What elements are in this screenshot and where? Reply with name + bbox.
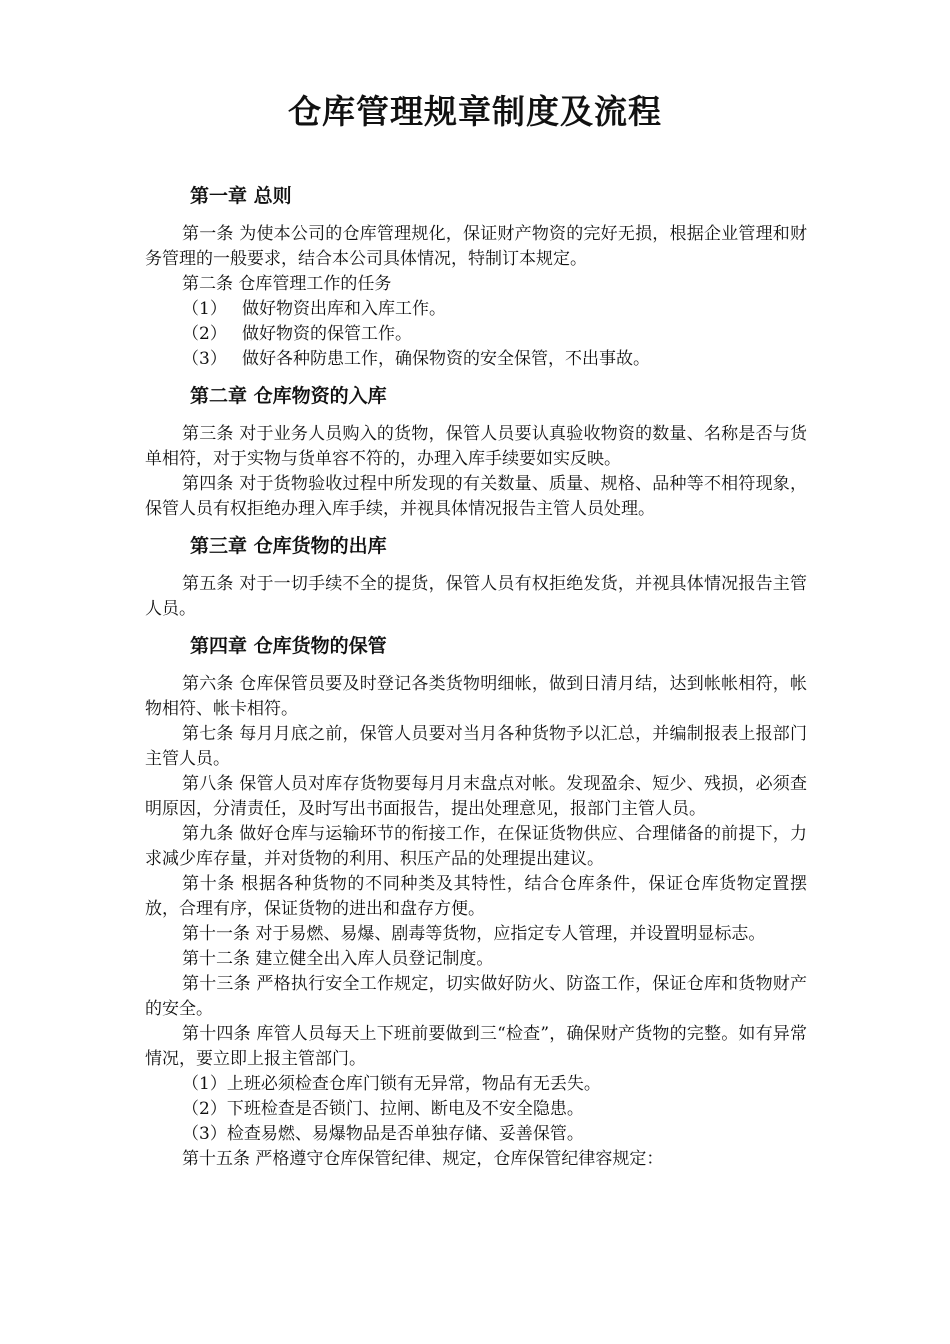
chapter-heading: 第一章 总则 <box>190 185 292 207</box>
document-body <box>145 182 807 1172</box>
article-paragraph: 第十五条 严格遵守仓库保管纪律、规定，仓库保管纪律容规定： <box>182 1149 664 1169</box>
chapter-heading: 第四章 仓库货物的保管 <box>190 635 387 657</box>
article-paragraph: 第七条 每月月底之前，保管人员要对当月各种货物予以汇总，并编制报表上报部门主管人员。 <box>145 724 807 769</box>
checklist-item: （1）上班必须检查仓库门锁有无异常，物品有无丢失。 <box>182 1074 601 1094</box>
list-text: 做好各种防患工作，确保物资的安全保管，不出事故。 <box>242 349 650 369</box>
checklist-item: （2）下班检查是否锁门、拉闸、断电及不安全隐患。 <box>182 1099 584 1119</box>
article-paragraph: 第六条 仓库保管员要及时登记各类货物明细帐，做到日清月结，达到帐帐相符，帐物相符、帐卡相符。 <box>145 674 807 719</box>
article-paragraph: 第十一条 对于易燃、易爆、剧毒等货物，应指定专人管理，并设置明显标志。 <box>182 924 766 944</box>
list-number: （1） <box>182 299 227 319</box>
article-paragraph: 第十条 根据各种货物的不同种类及其特性，结合仓库条件，保证仓库货物定置摆放，合理有序，保证货物的进出和盘存方便。 <box>145 874 807 919</box>
article-paragraph: 第四条 对于货物验收过程中所发现的有关数量、质量、规格、品种等不相符现象，保管人员有权拒绝办理入库手续，并视具体情况报告主管人员处理。 <box>145 474 807 519</box>
article-paragraph: 第十三条 严格执行安全工作规定，切实做好防火、防盗工作，保证仓库和货物财产的安全。 <box>145 974 807 1019</box>
list-text: 做好物资出库和入库工作。 <box>242 299 446 319</box>
article-paragraph: 第一条 为使本公司的仓库管理规化，保证财产物资的完好无损，根据企业管理和财务管理的一般要求，结合本公司具体情况，特制订本规定。 <box>145 224 807 269</box>
list-text: 做好物资的保管工作。 <box>242 324 412 344</box>
task-list-item <box>145 297 807 322</box>
checklist-item: （3）检查易燃、易爆物品是否单独存储、妥善保管。 <box>182 1124 584 1144</box>
chapter-heading: 第二章 仓库物资的入库 <box>190 385 387 407</box>
article-paragraph: 第二条 仓库管理工作的任务 <box>182 274 392 294</box>
list-number: （2） <box>182 324 227 344</box>
chapter-heading: 第三章 仓库货物的出库 <box>190 535 387 557</box>
article-paragraph: 第三条 对于业务人员购入的货物，保管人员要认真验收物资的数量、名称是否与货单相符，对于实物与货单容不符的，办理入库手续要如实反映。 <box>145 424 807 469</box>
document-title: 仓库管理规章制度及流程 <box>288 92 662 131</box>
article-paragraph: 第九条 做好仓库与运输环节的衔接工作，在保证货物供应、合理储备的前提下，力求减少库存量，并对货物的利用、积压产品的处理提出建议。 <box>145 824 807 869</box>
task-list-item <box>145 322 807 347</box>
task-list-item <box>145 347 807 372</box>
article-paragraph: 第五条 对于一切手续不全的提货，保管人员有权拒绝发货，并视具体情况报告主管人员。 <box>145 574 807 619</box>
list-number: （3） <box>182 349 227 369</box>
article-paragraph: 第八条 保管人员对库存货物要每月月末盘点对帐。发现盈余、短少、残损，必须查明原因，分清责任，及时写出书面报告，提出处理意见，报部门主管人员。 <box>145 774 807 819</box>
article-paragraph: 第十四条 库管人员每天上下班前要做到三“检查”，确保财产货物的完整。如有异常情况，要立即上报主管部门。 <box>145 1024 807 1069</box>
article-paragraph: 第十二条 建立健全出入库人员登记制度。 <box>182 949 494 969</box>
